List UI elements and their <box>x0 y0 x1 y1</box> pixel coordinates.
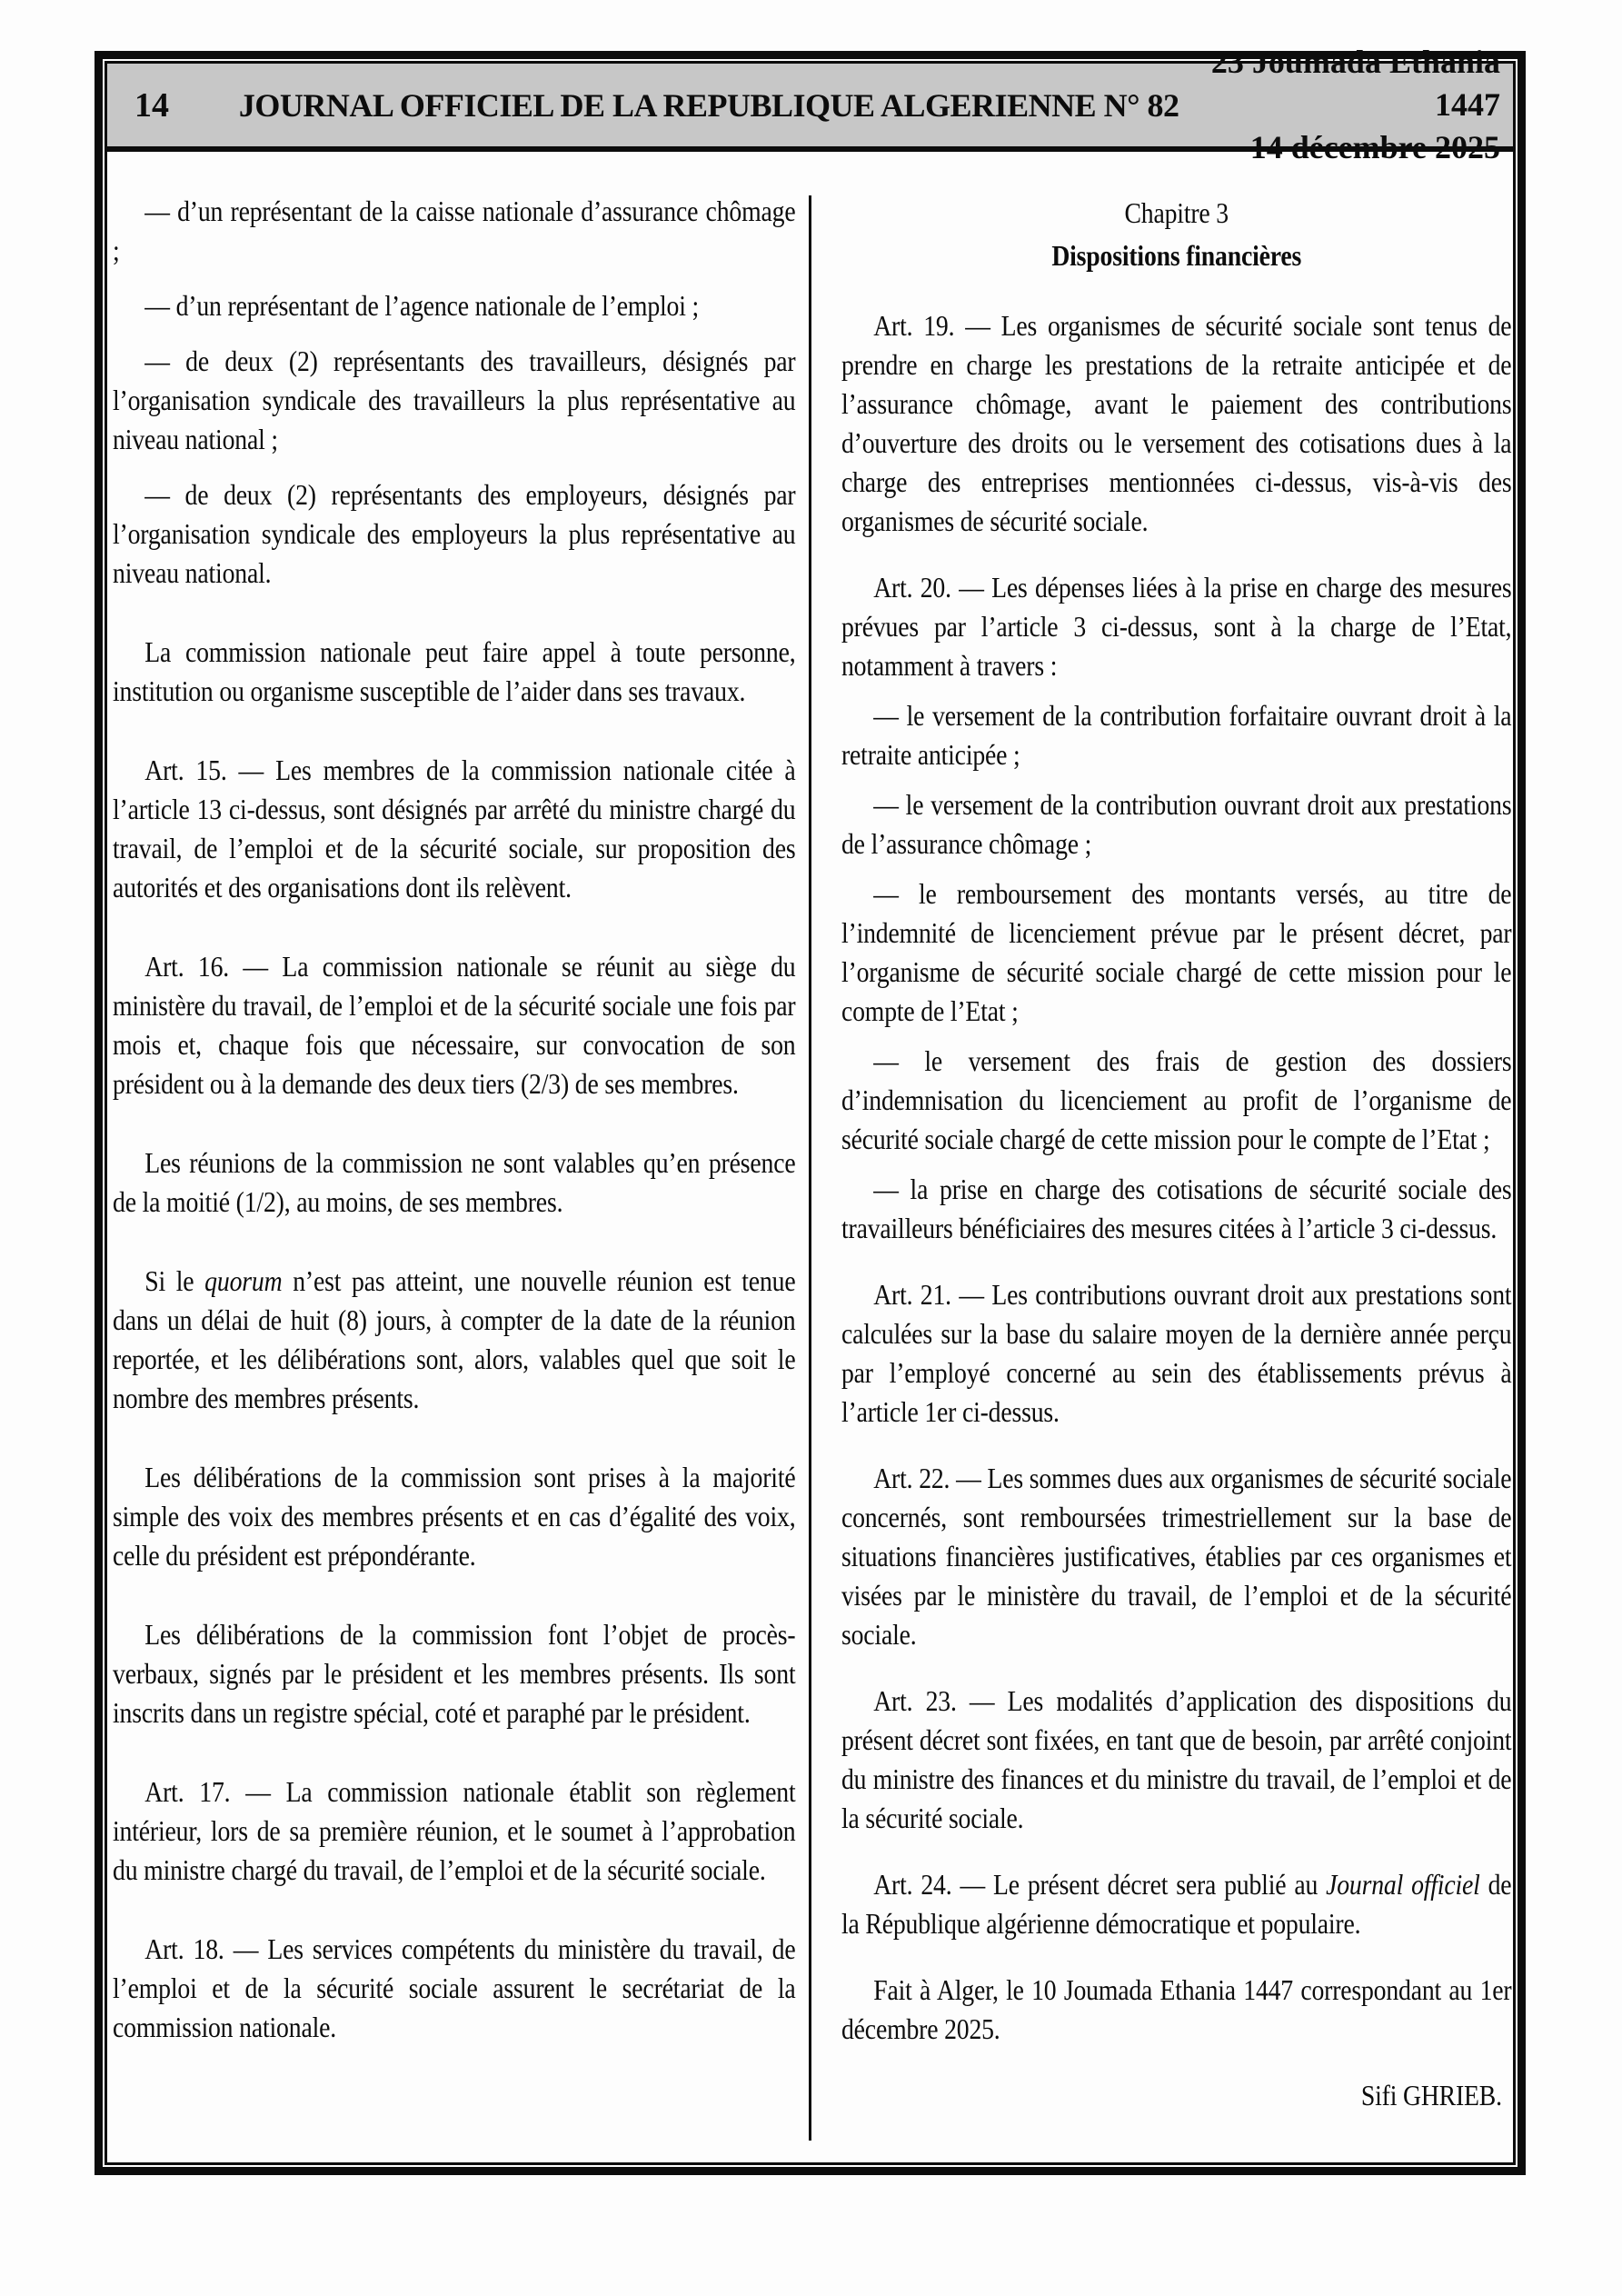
article-24-post: de la République algérienne démocratique et populaire. <box>841 1869 1512 1940</box>
paragraph-reunions-validite: Les réunions de la commission ne sont valables qu’en présence de la moitié (1/2), au moins, de ses membres. <box>113 1147 796 1218</box>
journal-title: JOURNAL OFFICIEL DE LA REPUBLIQUE ALGERIENNE N° 82 <box>238 86 1179 124</box>
signature: Sifi GHRIEB. <box>1360 2080 1502 2111</box>
quorum-post: n’est pas atteint, une nouvelle réunion est tenue dans un délai de huit (8) jours, à compter de la date de la réunion reportée, et les délibérations sont, alors, valables quel que soit le nombre des membres présents. <box>113 1265 796 1414</box>
chapter-title: Dispositions financières <box>1051 240 1302 272</box>
dash-frais-gestion: — le versement des frais de gestion des dossiers d’indemnisation du licenciement au profit de l’organisme de sécurité sociale chargé de cette mission pour le compte de l’Etat ; <box>841 1045 1512 1155</box>
masthead-dates <box>1179 41 1513 169</box>
paragraph-proces-verbaux: Les délibérations de la commission font l’objet de procès-verbaux, signés par le président et les membres présents. Ils sont inscrits dans un registre spécial, coté et paraphé par le président. <box>113 1619 796 1729</box>
column-right <box>841 194 1511 2115</box>
date-hijri: 23 Joumada Ethania 1447 <box>1210 44 1500 123</box>
page-number: 14 <box>134 85 169 125</box>
dash-versement-forfaitaire: — le versement de la contribution forfaitaire ouvrant droit à la retraite anticipée ; <box>841 700 1512 771</box>
list-item-representants-employeurs: — de deux (2) représentants des employeurs, désignés par l’organisation syndicale des employeurs la plus représentative au niveau national. <box>113 479 796 589</box>
list-item-representants-travailleurs: — de deux (2) représentants des travailleurs, désignés par l’organisation syndicale des travailleurs la plus représentative au niveau national ; <box>113 345 796 455</box>
journal-officiel-italic: Journal officiel <box>1326 1869 1480 1901</box>
article-23: Art. 23. — Les modalités d’application des dispositions du présent décret sont fixées, en tant que de besoin, par arrêté conjoint du ministre des finances et du ministre du travail, de l’emploi et de la sécurité sociale. <box>841 1685 1512 1834</box>
quorum-italic: quorum <box>204 1265 283 1297</box>
article-16: Art. 16. — La commission nationale se réunit au siège du ministère du travail, de l’emploi et de la sécurité sociale une fois par mois et, chaque fois que nécessaire, sur convocation de son président ou à la demande des deux tiers (2/3) de ses membres. <box>113 951 796 1100</box>
dash-versement-chomage: — le versement de la contribution ouvrant droit aux prestations de l’assurance chômage ; <box>841 789 1512 860</box>
dash-prise-en-charge-cotisations: — la prise en charge des cotisations de sécurité sociale des travailleurs bénéficiaires des mesures citées à l’article 3 ci-dessus. <box>841 1173 1512 1244</box>
article-18: Art. 18. — Les services compétents du ministère du travail, de l’emploi et de la sécurité sociale assurent le secrétariat de la commission nationale. <box>113 1933 796 2043</box>
page-content <box>107 152 1513 2162</box>
page-frame <box>95 44 1526 2175</box>
article-22: Art. 22. — Les sommes dues aux organismes de sécurité sociale concernés, sont remboursées trimestriellement sur la base de situations financières justificatives, établies par ces organismes et visées par le ministère du travail, de l’emploi et de la sécurité sociale. <box>841 1462 1512 1651</box>
quorum-pre: Si le <box>144 1265 205 1297</box>
article-20: Art. 20. — Les dépenses liées à la prise en charge des mesures prévues par l’article 3 ci-dessus, sont à la charge de l’Etat, notamment à travers : <box>841 572 1512 682</box>
paragraph-deliberations-majorite: Les délibérations de la commission sont prises à la majorité simple des voix des membres présents et en cas d’égalité des voix, celle du président est prépondérante. <box>113 1462 796 1572</box>
column-divider <box>809 195 811 2141</box>
paragraph-commission-appel: La commission nationale peut faire appel à toute personne, institution ou organisme susceptible de l’aider dans ses travaux. <box>113 636 796 707</box>
masthead <box>107 44 1513 165</box>
list-item-caisse-assurance: — d’un représentant de la caisse nationale d’assurance chômage ; <box>113 195 796 266</box>
article-19: Art. 19. — Les organismes de sécurité sociale sont tenus de prendre en charge les prestations de la retraite anticipée et de l’assurance chômage, avant le paiement des contributions d’ouverture des droits ou le versement des cotisations dues à la charge des entreprises mentionnées ci-dessus, vis-à-vis des organismes de sécurité sociale. <box>841 310 1512 537</box>
article-24 <box>841 1865 1511 1943</box>
article-24-pre: Art. 24. — Le présent décret sera publié au <box>873 1869 1327 1901</box>
chapter-number: Chapitre 3 <box>1124 197 1229 229</box>
article-15: Art. 15. — Les membres de la commission nationale citée à l’article 13 ci-dessus, sont désignés par arrêté du ministre chargé du travail, de l’emploi et de la sécurité sociale, sur proposition des autorités et des organisations dont ils relèvent. <box>113 754 796 903</box>
page-frame-inner <box>104 44 1516 2165</box>
article-17: Art. 17. — La commission nationale établit son règlement intérieur, lors de sa première réunion, et le soumet à l’approbation du ministre chargé du travail, de l’emploi et de la sécurité sociale. <box>113 1776 796 1886</box>
article-21: Art. 21. — Les contributions ouvrant droit aux prestations sont calculées sur la base du salaire moyen de la dernière année perçu par l’employé concerné au sein des établissements prévus à l’article 1er ci-dessus. <box>841 1279 1512 1428</box>
column-left <box>113 192 795 2047</box>
dash-remboursement-montants: — le remboursement des montants versés, au titre de l’indemnité de licenciement prévue par le présent décret, par l’organisme de sécurité sociale chargé de cette mission pour le compte de l’Etat ; <box>841 878 1512 1027</box>
paragraph-fait-a-alger: Fait à Alger, le 10 Joumada Ethania 1447 correspondant au 1er décembre 2025. <box>841 1974 1512 2045</box>
paragraph-quorum <box>113 1262 795 1418</box>
list-item-agence-emploi: — d’un représentant de l’agence nationale de l’emploi ; <box>144 290 700 322</box>
date-gregorian: 14 décembre 2025 <box>1249 129 1500 165</box>
